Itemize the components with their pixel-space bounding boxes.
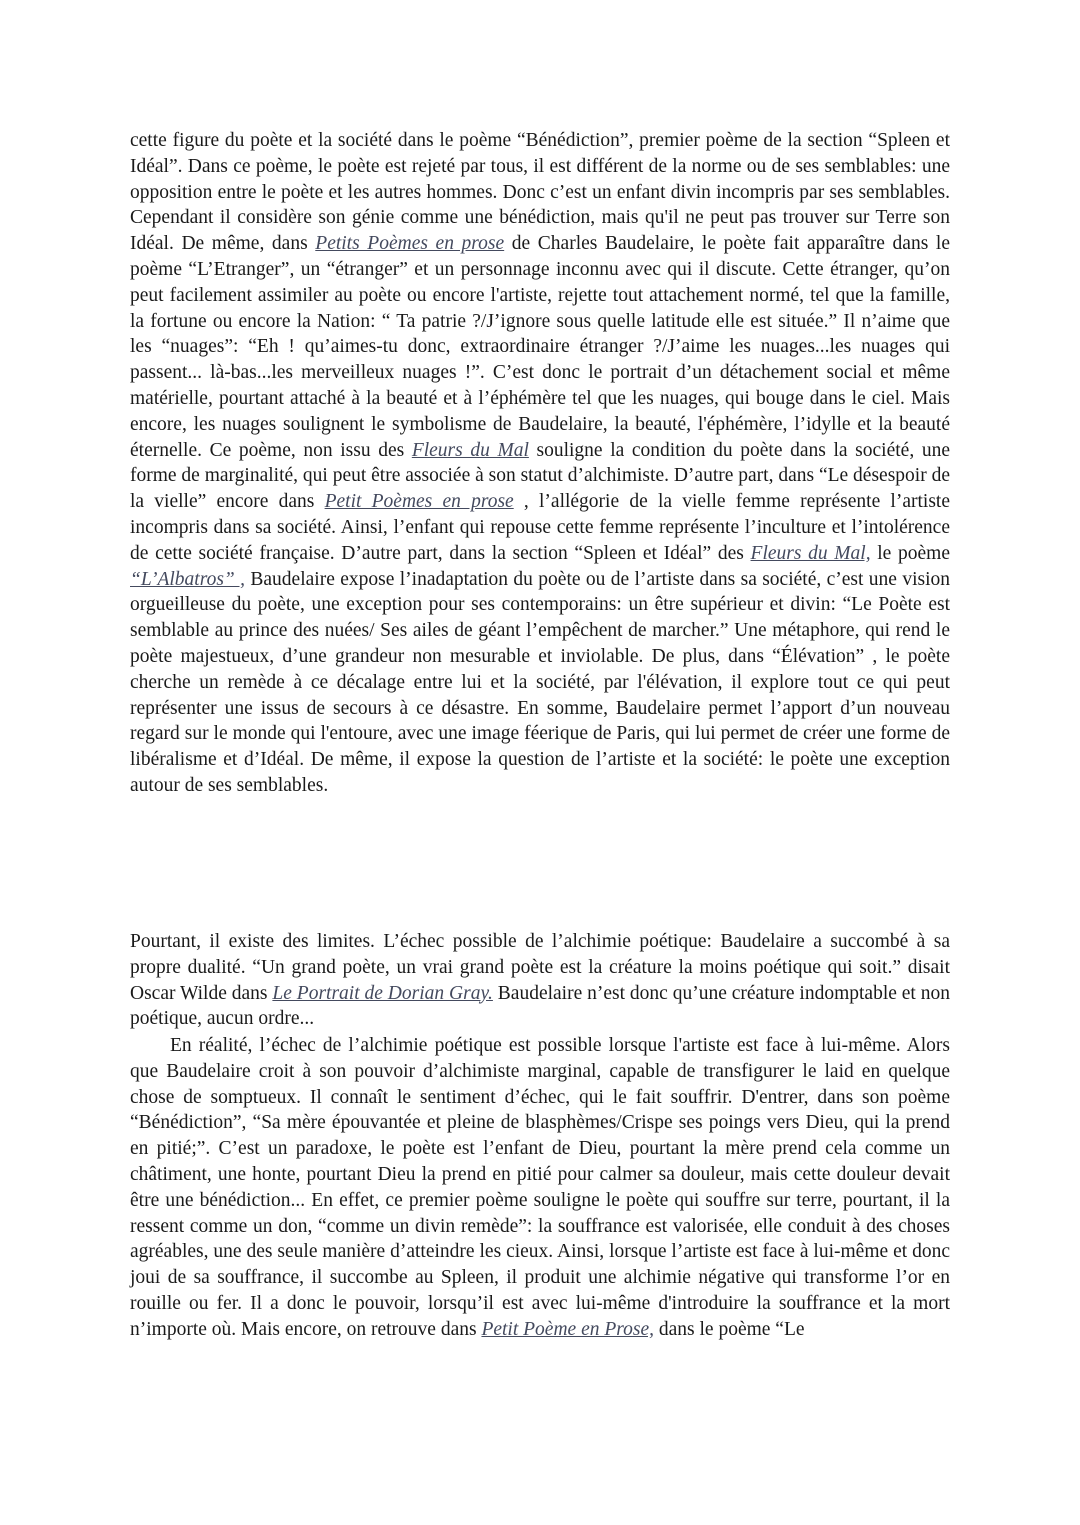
work-title-reference: Petits Poèmes en prose: [315, 233, 505, 255]
text-run: de Charles Baudelaire, le poète fait apparaître dans le poème “L’Etranger”, un “étranger” et un personnage inconnu avec qui il discute. Cette étranger, qu’on peut facilement assimiler au poète ou encore l'artiste, rejette tout attachement normé, tel que la famille, la fortune ou encore la Nation: “ Ta patrie ?/J’ignore sous quelle latitude elle est située.” Il n’aime que les “nuages”: “Eh ! qu’aimes-tu donc, extraordinaire étranger ?/J’aime les nuages...les nuages qui passent... là-bas...les merveilleux nuages !”. C’est donc le portrait d’un détachement social et même matérielle, pourtant attaché à la beauté et à l’éphémère tel que les nuages, qui bouge dans le ciel. Mais encore, les nuages soulignent le symbolisme de Baudelaire, la beauté, l'éphémère, l’idylle et la beauté éternelle. Ce poème, non issu des: [130, 233, 950, 461]
paragraph-text: [130, 128, 950, 799]
text-run: souligne la condition du poète dans la société, une forme de marginalité, qui peut être associée à son statut d’alchimiste. D’autre part, dans “Le désespoir de la vielle” encore dans: [130, 439, 950, 513]
text-run: , l’allégorie de la vielle femme représente l’artiste incompris dans sa société. Ainsi, l’enfant qui repouse cette femme représente l’inculture et l’intolérence de cette société française. D’autre part, dans la section “Spleen et Idéal” des: [130, 491, 950, 564]
work-title-reference: “L’Albatros” ,: [130, 568, 246, 590]
work-title-reference: Fleurs du Mal: [411, 439, 529, 461]
text-run: cette figure du poète et la société dans le poème “Bénédiction”, premier poème de la section “Spleen et Idéal”. Dans ce poème, le poète est rejeté par tous, il est différent de la norme ou de ses semblables: une opposition entre le poète et les autres hommes. Donc c’est un enfant divin incompris par ses semblables. Cependant il considère son génie comme une bénédiction, mais qu'il ne peut pas trouver sur Terre son Idéal. De même, dans: [130, 130, 950, 255]
text-run: En réalité, l’échec de l’alchimie poétique est possible lorsque l'artiste est face à lui-même. Alors que Baudelaire croit à son pouvoir d’alchimiste marginal, capable de transfigurer le laid en quelque chose de somptueux. Il connaît le sentiment d’échec, qui le fait souffrir. D'entrer, dans son poème “Bénédiction”, “Sa mère épouvantée et pleine de blasphèmes/Crispe ses poings vers Dieu, qui la prend en pitié;”. C’est un paradoxe, le poète est l’enfant de Dieu, pourtant la mère prend cela comme un châtiment, une honte, pourtant Dieu la prend en pitié pour calmer sa douleur, mais cette douleur devait être une bénédiction... En effet, ce premier poème souligne le poète qui souffre sur terre, pourtant, il la ressent comme un don, “comme un divin remède”: la souffrance est valorisée, elle conduit à des choses agréables, une des seule manière d’atteindre les cieux. Ainsi, lorsque l’artiste est face à lui-même et donc joui de sa souffrance, il succombe au Spleen, il produit une alchimie négative qui transforme l’or en rouille ou fer. Il a donc le pouvoir, lorsqu’il est avec lui-même d'introduire la souffrance et la mort n’importe où. Mais encore, on retrouve dans: [130, 1035, 950, 1340]
paragraph-2: [130, 929, 950, 1032]
paragraph-1: [130, 128, 950, 799]
paragraph-3: [130, 1033, 950, 1343]
paragraph-text: [130, 929, 950, 1032]
text-run: dans le poème “Le: [654, 1318, 805, 1340]
paragraph-text: [130, 1033, 950, 1343]
text-run: le poème: [870, 542, 950, 564]
work-title-reference: Petit Poèmes en prose: [324, 491, 514, 513]
text-run: Pourtant, il existe des limites. L’échec possible de l’alchimie poétique: Baudelaire a succombé à sa propre dualité. “Un grand poète, un vrai grand poète est la créature la moins poétique qui soit.” disait Oscar Wilde dans: [130, 931, 950, 1004]
work-title-reference: Le Portrait de Dorian Gray.: [272, 982, 493, 1004]
text-run: Baudelaire expose l’inadaptation du poète ou de l’artiste dans sa société, c’est une vision orgueilleuse du poète, une exception pour ses contemporains: un être supérieur et divin: “Le Poète est semblable au prince des nuées/ Ses ailes de géant l’empêchent de marcher.” Une métaphore, qui rend le poète majestueux, d’une grandeur non mesurable et inviolable. De plus, dans “Élévation” , le poète cherche un remède à ce décalage entre lui et la société, par l'élévation, il explore tout ce qui peut représenter une issus de secours à ce désastre. En somme, Baudelaire permet l’apport d’un nouveau regard sur le monde qui l'entoure, avec une image féerique de Paris, qui lui permet de créer une forme de libéralisme et d’Idéal. De même, il expose la question de l’artiste et la société: le poète une exception autour de ses semblables.: [130, 568, 950, 796]
text-run: Baudelaire n’est donc qu’une créature indomptable et non poétique, aucun ordre...: [130, 982, 950, 1030]
work-title-reference: Petit Poème en Prose,: [481, 1318, 655, 1340]
work-title-reference: Fleurs du Mal,: [750, 542, 871, 564]
